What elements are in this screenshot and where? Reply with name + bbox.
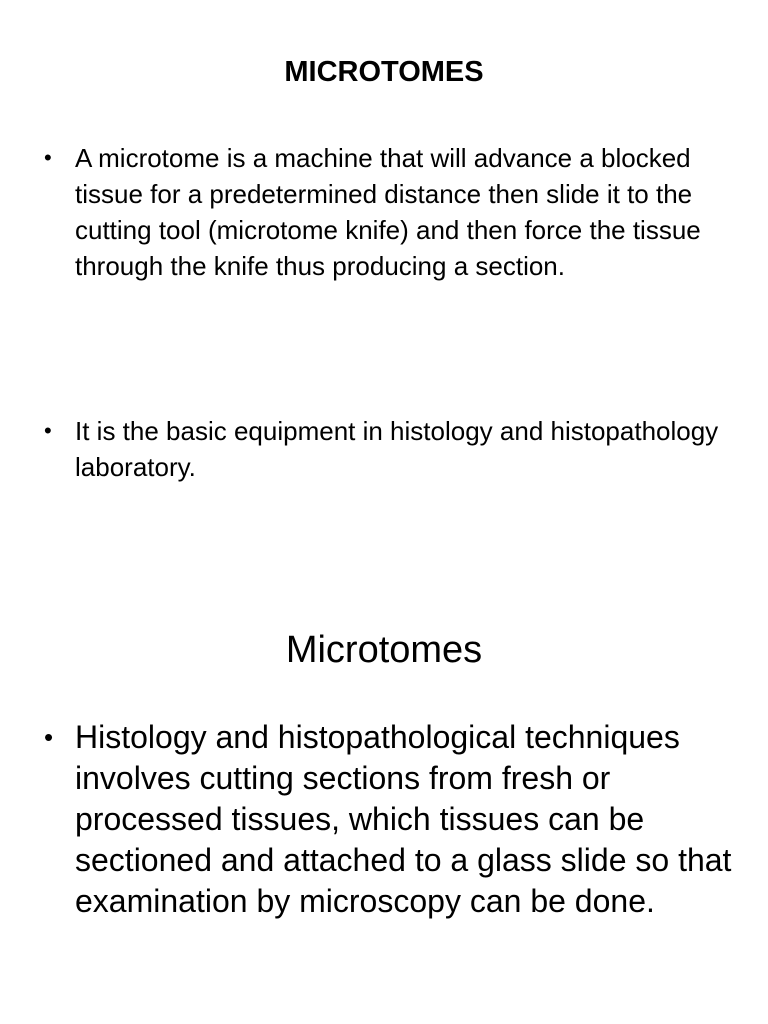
bullet-dot-icon: • — [44, 145, 52, 170]
bullet-dot-icon: • — [44, 418, 52, 443]
slide-2-title: Microtomes — [285, 629, 483, 671]
bullet-text: Histology and histopathological techniques involves cutting sections from fresh or processed tissues, which tissues can be sectioned and attached to a glass slide so that examination by microscopy can be done. — [75, 719, 732, 919]
bullet-text: It is the basic equipment in histology and histopathology laboratory. — [75, 416, 719, 482]
bullet-dot-icon: • — [44, 722, 54, 752]
bullet-text: A microtome is a machine that will advance a blocked tissue for a predetermined distance then slide it to the cutting tool (microtome knife) and then force the tissue through the knife thus producing a section. — [75, 143, 701, 281]
slide-2 — [0, 560, 768, 1024]
slide-1-title: MICROTOMES — [284, 56, 484, 88]
